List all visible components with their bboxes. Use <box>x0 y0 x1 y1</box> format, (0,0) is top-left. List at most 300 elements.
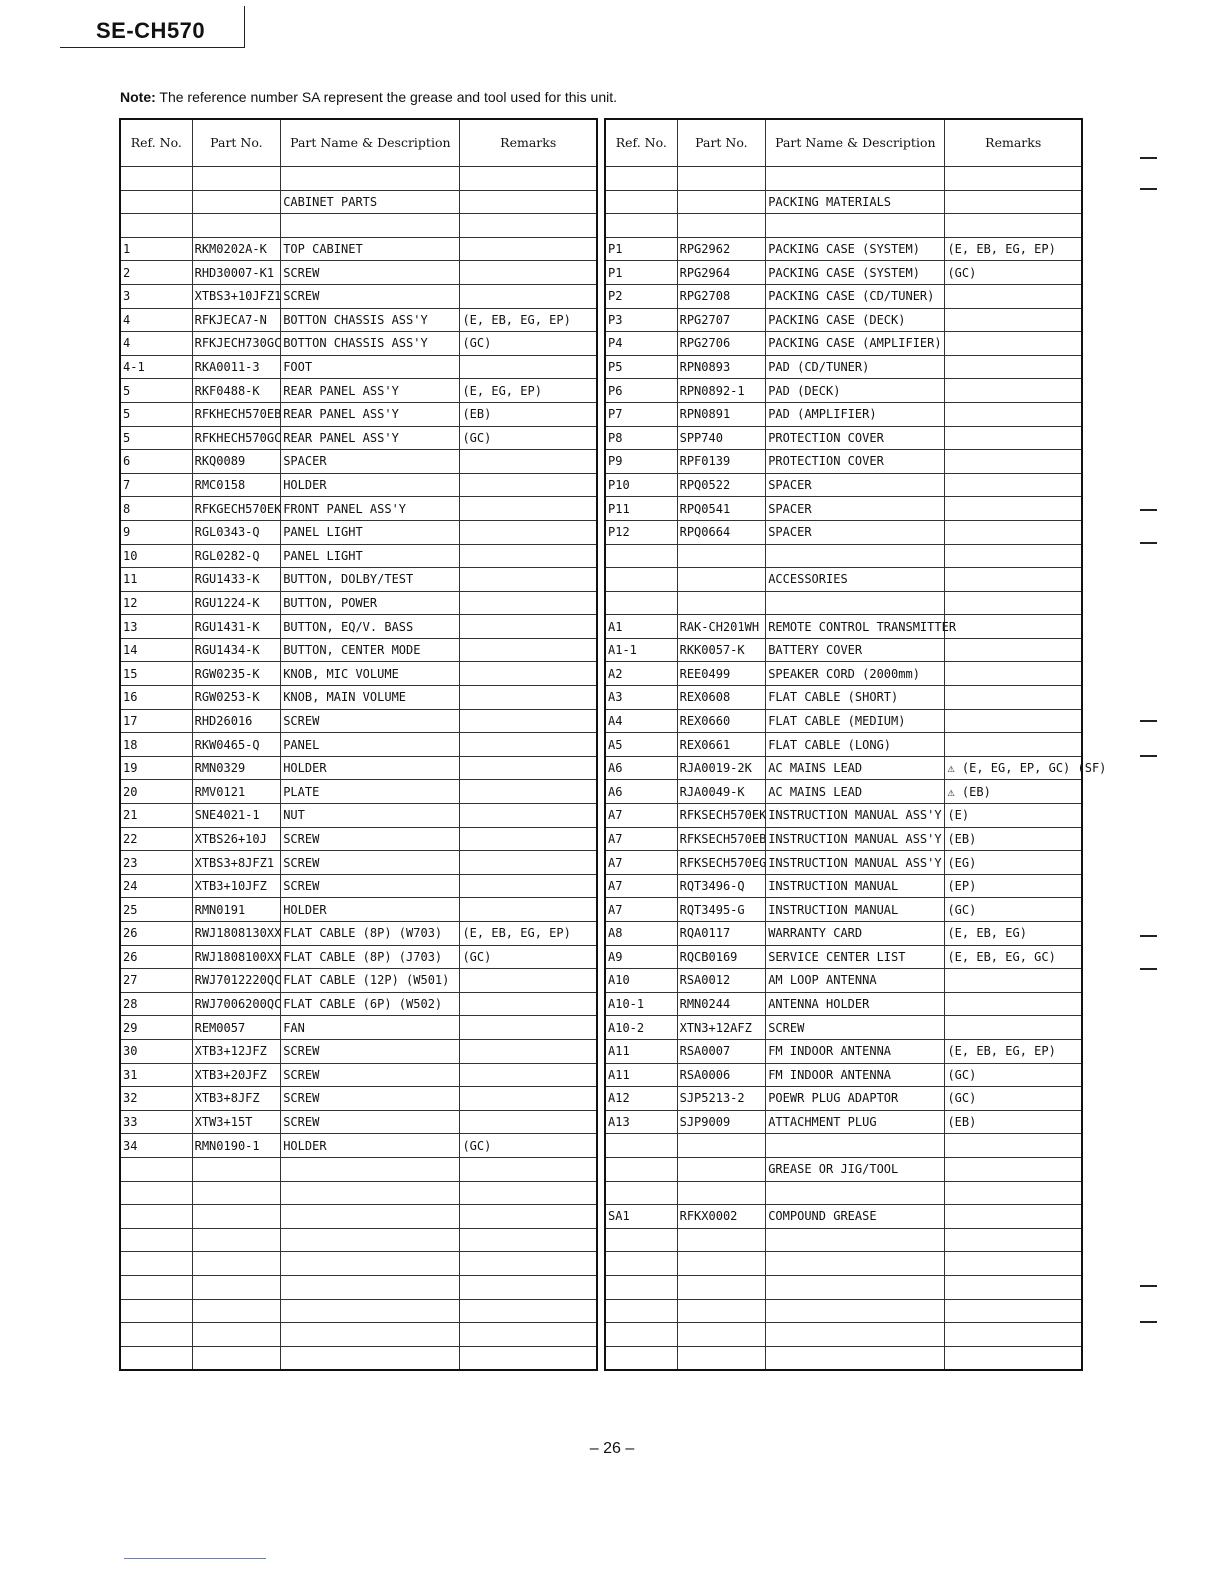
ref-no-cell <box>605 190 677 214</box>
ref-no-cell: 11 <box>120 568 192 592</box>
part-no-cell: RJA0049-K <box>677 780 766 804</box>
part-no-cell <box>677 167 766 191</box>
table-row <box>120 1252 597 1276</box>
part-name-cell: SCREW <box>281 1087 460 1111</box>
table-row <box>120 1063 597 1087</box>
part-name-cell: PACKING CASE (SYSTEM) <box>766 237 945 261</box>
part-no-cell <box>677 544 766 568</box>
ref-no-cell <box>605 1157 677 1181</box>
part-no-cell: RKK0057-K <box>677 638 766 662</box>
part-no-cell: RGW0235-K <box>192 662 281 686</box>
remarks-cell: (GC) <box>460 1134 597 1158</box>
table-row <box>605 898 1082 922</box>
ref-no-cell: P6 <box>605 379 677 403</box>
table-row <box>120 1157 597 1181</box>
col-ref-no: Ref. No. <box>120 119 192 167</box>
part-name-cell <box>766 214 945 238</box>
ref-no-cell: P11 <box>605 497 677 521</box>
remarks-cell <box>945 615 1082 639</box>
ref-no-cell: P4 <box>605 332 677 356</box>
remarks-cell <box>460 568 597 592</box>
part-name-cell <box>281 1323 460 1347</box>
part-name-cell: AM LOOP ANTENNA <box>766 969 945 993</box>
part-name-cell: SCREW <box>766 1016 945 1040</box>
part-name-cell: SCREW <box>281 1110 460 1134</box>
part-name-cell: FOOT <box>281 355 460 379</box>
remarks-cell <box>460 733 597 757</box>
ref-no-cell: 18 <box>120 733 192 757</box>
remarks-cell <box>945 473 1082 497</box>
remarks-cell <box>945 568 1082 592</box>
part-name-cell <box>281 1252 460 1276</box>
part-name-cell: INSTRUCTION MANUAL ASS'Y <box>766 804 945 828</box>
part-name-cell <box>766 1346 945 1370</box>
ref-no-cell <box>120 1228 192 1252</box>
table-row <box>120 379 597 403</box>
table-row <box>605 520 1082 544</box>
remarks-cell: (GC) <box>460 426 597 450</box>
remarks-cell <box>460 1228 597 1252</box>
remarks-cell <box>460 355 597 379</box>
ref-no-cell: 19 <box>120 756 192 780</box>
note-line <box>120 89 617 105</box>
part-no-cell: RWJ7006200QC <box>192 992 281 1016</box>
remarks-cell: (GC) <box>460 945 597 969</box>
part-no-cell: SJP5213-2 <box>677 1087 766 1111</box>
table-row <box>120 1275 597 1299</box>
part-name-cell: PROTECTION COVER <box>766 426 945 450</box>
part-no-cell: SPP740 <box>677 426 766 450</box>
part-name-cell: ANTENNA HOLDER <box>766 992 945 1016</box>
table-row <box>605 473 1082 497</box>
table-row <box>605 402 1082 426</box>
table-row <box>605 379 1082 403</box>
part-no-cell: RFKJECA7-N <box>192 308 281 332</box>
part-name-cell: PACKING CASE (DECK) <box>766 308 945 332</box>
table-row <box>120 1346 597 1370</box>
part-no-cell <box>192 1323 281 1347</box>
part-no-cell: RWJ1808130XX <box>192 922 281 946</box>
ref-no-cell <box>120 1346 192 1370</box>
table-row <box>120 332 597 356</box>
part-no-cell: RPG2962 <box>677 237 766 261</box>
ref-no-cell: 5 <box>120 379 192 403</box>
ref-no-cell: A12 <box>605 1087 677 1111</box>
part-no-cell: RFKSECH570EG <box>677 851 766 875</box>
ref-no-cell: P12 <box>605 520 677 544</box>
ref-no-cell: A10 <box>605 969 677 993</box>
part-no-cell: XTW3+15T <box>192 1110 281 1134</box>
table-row <box>605 450 1082 474</box>
ref-no-cell: A7 <box>605 898 677 922</box>
table-row <box>120 945 597 969</box>
part-name-cell: PANEL LIGHT <box>281 520 460 544</box>
part-no-cell: RMN0244 <box>677 992 766 1016</box>
part-name-cell: CABINET PARTS <box>281 190 460 214</box>
ref-no-cell <box>120 1299 192 1323</box>
table-row <box>120 898 597 922</box>
margin-mark <box>1140 968 1157 970</box>
table-row <box>605 1323 1082 1347</box>
table-row <box>120 1181 597 1205</box>
ref-no-cell: 13 <box>120 615 192 639</box>
remarks-cell <box>460 969 597 993</box>
ref-no-cell: 10 <box>120 544 192 568</box>
part-name-cell: PANEL <box>281 733 460 757</box>
ref-no-cell: 33 <box>120 1110 192 1134</box>
remarks-cell <box>945 497 1082 521</box>
part-no-cell: RQT3496-Q <box>677 874 766 898</box>
remarks-cell <box>945 1346 1082 1370</box>
part-name-cell: FLAT CABLE (SHORT) <box>766 686 945 710</box>
ref-no-cell: A5 <box>605 733 677 757</box>
ref-no-cell: A6 <box>605 780 677 804</box>
ref-no-cell: 28 <box>120 992 192 1016</box>
part-no-cell: XTN3+12AFZ <box>677 1016 766 1040</box>
remarks-cell <box>460 1205 597 1229</box>
part-name-cell: TOP CABINET <box>281 237 460 261</box>
table-row <box>120 1016 597 1040</box>
remarks-cell <box>945 1157 1082 1181</box>
part-name-cell: BUTTON, EQ/V. BASS <box>281 615 460 639</box>
part-name-cell <box>281 214 460 238</box>
part-name-cell: SCREW <box>281 827 460 851</box>
part-no-cell: RMN0191 <box>192 898 281 922</box>
part-name-cell <box>766 1323 945 1347</box>
remarks-cell: (GC) <box>945 1087 1082 1111</box>
part-no-cell: RPQ0664 <box>677 520 766 544</box>
col-part-no: Part No. <box>677 119 766 167</box>
part-no-cell: RMV0121 <box>192 780 281 804</box>
part-no-cell <box>677 1134 766 1158</box>
remarks-cell <box>460 1299 597 1323</box>
margin-mark <box>1140 157 1157 159</box>
part-no-cell <box>192 1205 281 1229</box>
part-name-cell: ATTACHMENT PLUG <box>766 1110 945 1134</box>
remarks-cell <box>945 402 1082 426</box>
table-row <box>120 992 597 1016</box>
table-row <box>605 662 1082 686</box>
ref-no-cell: 32 <box>120 1087 192 1111</box>
part-no-cell <box>192 1252 281 1276</box>
ref-no-cell: P10 <box>605 473 677 497</box>
remarks-cell <box>460 520 597 544</box>
remarks-cell: (EP) <box>945 874 1082 898</box>
part-name-cell: SCREW <box>281 284 460 308</box>
part-no-cell: RQA0117 <box>677 922 766 946</box>
bottom-rule <box>124 1558 266 1559</box>
part-name-cell: FLAT CABLE (12P) (W501) <box>281 969 460 993</box>
ref-no-cell: P1 <box>605 237 677 261</box>
remarks-cell: (EG) <box>945 851 1082 875</box>
part-name-cell <box>766 167 945 191</box>
remarks-cell <box>460 1087 597 1111</box>
part-name-cell: PACKING MATERIALS <box>766 190 945 214</box>
part-name-cell: SCREW <box>281 1039 460 1063</box>
table-row <box>605 355 1082 379</box>
ref-no-cell <box>120 167 192 191</box>
ref-no-cell: A2 <box>605 662 677 686</box>
remarks-cell <box>945 1181 1082 1205</box>
table-row <box>120 237 597 261</box>
col-part-name: Part Name & Description <box>766 119 945 167</box>
remarks-cell: (E, EB, EG, EP) <box>945 237 1082 261</box>
margin-mark <box>1140 1321 1157 1323</box>
part-no-cell: RQT3495-G <box>677 898 766 922</box>
remarks-cell <box>945 190 1082 214</box>
remarks-cell <box>460 1039 597 1063</box>
table-row <box>605 780 1082 804</box>
table-row <box>120 638 597 662</box>
ref-no-cell: 26 <box>120 945 192 969</box>
ref-no-cell: A9 <box>605 945 677 969</box>
part-no-cell: RMN0329 <box>192 756 281 780</box>
part-no-cell: RPG2706 <box>677 332 766 356</box>
part-no-cell <box>192 1181 281 1205</box>
part-no-cell <box>192 167 281 191</box>
part-name-cell: PANEL LIGHT <box>281 544 460 568</box>
table-row <box>605 827 1082 851</box>
part-name-cell: SPEAKER CORD (2000mm) <box>766 662 945 686</box>
table-row <box>605 237 1082 261</box>
table-row <box>605 497 1082 521</box>
remarks-cell <box>460 874 597 898</box>
ref-no-cell: 4-1 <box>120 355 192 379</box>
ref-no-cell <box>605 1323 677 1347</box>
ref-no-cell: 27 <box>120 969 192 993</box>
remarks-cell: (EB) <box>460 402 597 426</box>
table-row <box>605 308 1082 332</box>
remarks-cell <box>460 686 597 710</box>
ref-no-cell: A11 <box>605 1063 677 1087</box>
table-row <box>605 1039 1082 1063</box>
ref-no-cell: 29 <box>120 1016 192 1040</box>
remarks-cell <box>460 804 597 828</box>
part-name-cell: BOTTON CHASSIS ASS'Y <box>281 308 460 332</box>
ref-no-cell <box>605 1252 677 1276</box>
part-name-cell: NUT <box>281 804 460 828</box>
table-row <box>120 284 597 308</box>
model-title: SE-CH570 <box>96 18 206 43</box>
part-no-cell: RGL0343-Q <box>192 520 281 544</box>
table-row <box>120 214 597 238</box>
table-row <box>605 1275 1082 1299</box>
part-name-cell: FAN <box>281 1016 460 1040</box>
ref-no-cell: 1 <box>120 237 192 261</box>
part-no-cell <box>677 1252 766 1276</box>
part-no-cell: RFKHECH570GC <box>192 426 281 450</box>
part-no-cell: RQCB0169 <box>677 945 766 969</box>
margin-mark <box>1140 755 1157 757</box>
table-row <box>605 1181 1082 1205</box>
ref-no-cell <box>120 190 192 214</box>
part-name-cell: AC MAINS LEAD <box>766 780 945 804</box>
part-name-cell: KNOB, MAIN VOLUME <box>281 686 460 710</box>
table-row <box>120 1039 597 1063</box>
remarks-cell <box>460 1157 597 1181</box>
table-row <box>605 922 1082 946</box>
remarks-cell <box>460 544 597 568</box>
remarks-cell: (GC) <box>945 1063 1082 1087</box>
ref-no-cell: A6 <box>605 756 677 780</box>
ref-no-cell: A1 <box>605 615 677 639</box>
remarks-cell: (E, EG, EP) <box>460 379 597 403</box>
part-name-cell: INSTRUCTION MANUAL ASS'Y <box>766 851 945 875</box>
part-no-cell <box>677 1346 766 1370</box>
part-name-cell: BOTTON CHASSIS ASS'Y <box>281 332 460 356</box>
margin-mark <box>1140 509 1157 511</box>
remarks-cell: ⚠ (E, EG, EP, GC) (SF) <box>945 756 1082 780</box>
table-row <box>605 992 1082 1016</box>
part-no-cell: RKQ0089 <box>192 450 281 474</box>
ref-no-cell: 20 <box>120 780 192 804</box>
part-no-cell: RWJ7012220QC <box>192 969 281 993</box>
part-no-cell: RKW0465-Q <box>192 733 281 757</box>
ref-no-cell <box>120 1157 192 1181</box>
table-row <box>120 804 597 828</box>
remarks-cell <box>460 237 597 261</box>
table-row <box>120 1110 597 1134</box>
part-name-cell: PAD (DECK) <box>766 379 945 403</box>
remarks-cell <box>945 308 1082 332</box>
part-name-cell <box>766 544 945 568</box>
ref-no-cell <box>605 1181 677 1205</box>
ref-no-cell: 23 <box>120 851 192 875</box>
remarks-cell <box>945 992 1082 1016</box>
ref-no-cell: 6 <box>120 450 192 474</box>
ref-no-cell <box>120 214 192 238</box>
part-no-cell: REM0057 <box>192 1016 281 1040</box>
part-name-cell: SPACER <box>766 497 945 521</box>
ref-no-cell <box>605 544 677 568</box>
part-name-cell <box>281 1346 460 1370</box>
table-row <box>605 568 1082 592</box>
table-row <box>120 520 597 544</box>
part-no-cell <box>192 1228 281 1252</box>
part-name-cell <box>766 1134 945 1158</box>
remarks-cell <box>460 756 597 780</box>
part-no-cell: REX0660 <box>677 709 766 733</box>
part-name-cell: SPACER <box>766 520 945 544</box>
table-row <box>605 261 1082 285</box>
part-no-cell: RAK-CH201WH <box>677 615 766 639</box>
part-no-cell: RSA0007 <box>677 1039 766 1063</box>
ref-no-cell: A7 <box>605 804 677 828</box>
ref-no-cell <box>605 1346 677 1370</box>
ref-no-cell: 5 <box>120 426 192 450</box>
ref-no-cell: A7 <box>605 851 677 875</box>
part-no-cell <box>677 1299 766 1323</box>
part-no-cell: REE0499 <box>677 662 766 686</box>
remarks-cell <box>945 544 1082 568</box>
table-row <box>120 686 597 710</box>
ref-no-cell: 21 <box>120 804 192 828</box>
part-no-cell: RGU1431-K <box>192 615 281 639</box>
table-row <box>605 1016 1082 1040</box>
table-row <box>120 355 597 379</box>
remarks-cell <box>945 638 1082 662</box>
table-row <box>605 214 1082 238</box>
ref-no-cell <box>120 1323 192 1347</box>
ref-no-cell <box>605 1134 677 1158</box>
part-name-cell: REAR PANEL ASS'Y <box>281 379 460 403</box>
part-name-cell: INSTRUCTION MANUAL <box>766 874 945 898</box>
part-no-cell <box>192 1299 281 1323</box>
part-no-cell: RFKGECH570EK <box>192 497 281 521</box>
part-name-cell <box>281 1299 460 1323</box>
remarks-cell <box>460 450 597 474</box>
ref-no-cell <box>605 1275 677 1299</box>
table-row <box>120 402 597 426</box>
table-row <box>605 686 1082 710</box>
remarks-cell <box>460 615 597 639</box>
table-row <box>605 709 1082 733</box>
part-no-cell <box>677 1181 766 1205</box>
part-no-cell: RKA0011-3 <box>192 355 281 379</box>
table-row <box>120 190 597 214</box>
part-no-cell <box>677 190 766 214</box>
remarks-cell: (E, EB, EG, EP) <box>460 922 597 946</box>
part-name-cell <box>766 1181 945 1205</box>
remarks-cell <box>945 969 1082 993</box>
remarks-cell <box>945 332 1082 356</box>
part-name-cell: SPACER <box>766 473 945 497</box>
ref-no-cell: 9 <box>120 520 192 544</box>
ref-no-cell: A11 <box>605 1039 677 1063</box>
table-row <box>120 1228 597 1252</box>
remarks-cell <box>945 520 1082 544</box>
part-no-cell: XTBS26+10J <box>192 827 281 851</box>
part-no-cell: RWJ1808100XX <box>192 945 281 969</box>
table-row <box>605 1205 1082 1229</box>
part-name-cell <box>766 1252 945 1276</box>
table-row <box>120 1299 597 1323</box>
part-no-cell: RPQ0541 <box>677 497 766 521</box>
part-name-cell: KNOB, MIC VOLUME <box>281 662 460 686</box>
table-row <box>120 167 597 191</box>
part-no-cell: RGW0253-K <box>192 686 281 710</box>
remarks-cell <box>460 214 597 238</box>
part-no-cell: XTBS3+8JFZ1 <box>192 851 281 875</box>
part-no-cell: SNE4021-1 <box>192 804 281 828</box>
part-name-cell <box>281 1275 460 1299</box>
part-name-cell: FLAT CABLE (LONG) <box>766 733 945 757</box>
part-no-cell <box>677 1157 766 1181</box>
page-number: – 26 – <box>589 1440 635 1457</box>
remarks-cell <box>945 1275 1082 1299</box>
remarks-cell <box>460 638 597 662</box>
part-no-cell: RPQ0522 <box>677 473 766 497</box>
part-no-cell <box>677 1323 766 1347</box>
part-name-cell: HOLDER <box>281 473 460 497</box>
table-row <box>120 733 597 757</box>
part-name-cell <box>766 1228 945 1252</box>
part-name-cell: WARRANTY CARD <box>766 922 945 946</box>
table-row <box>120 473 597 497</box>
remarks-cell <box>460 1110 597 1134</box>
part-no-cell <box>677 568 766 592</box>
table-row <box>120 261 597 285</box>
ref-no-cell <box>605 1299 677 1323</box>
part-no-cell: RPG2708 <box>677 284 766 308</box>
remarks-cell <box>460 662 597 686</box>
part-name-cell: BATTERY COVER <box>766 638 945 662</box>
remarks-cell: (E) <box>945 804 1082 828</box>
ref-no-cell: SA1 <box>605 1205 677 1229</box>
remarks-cell <box>945 167 1082 191</box>
margin-mark <box>1140 542 1157 544</box>
margin-mark <box>1140 720 1157 722</box>
